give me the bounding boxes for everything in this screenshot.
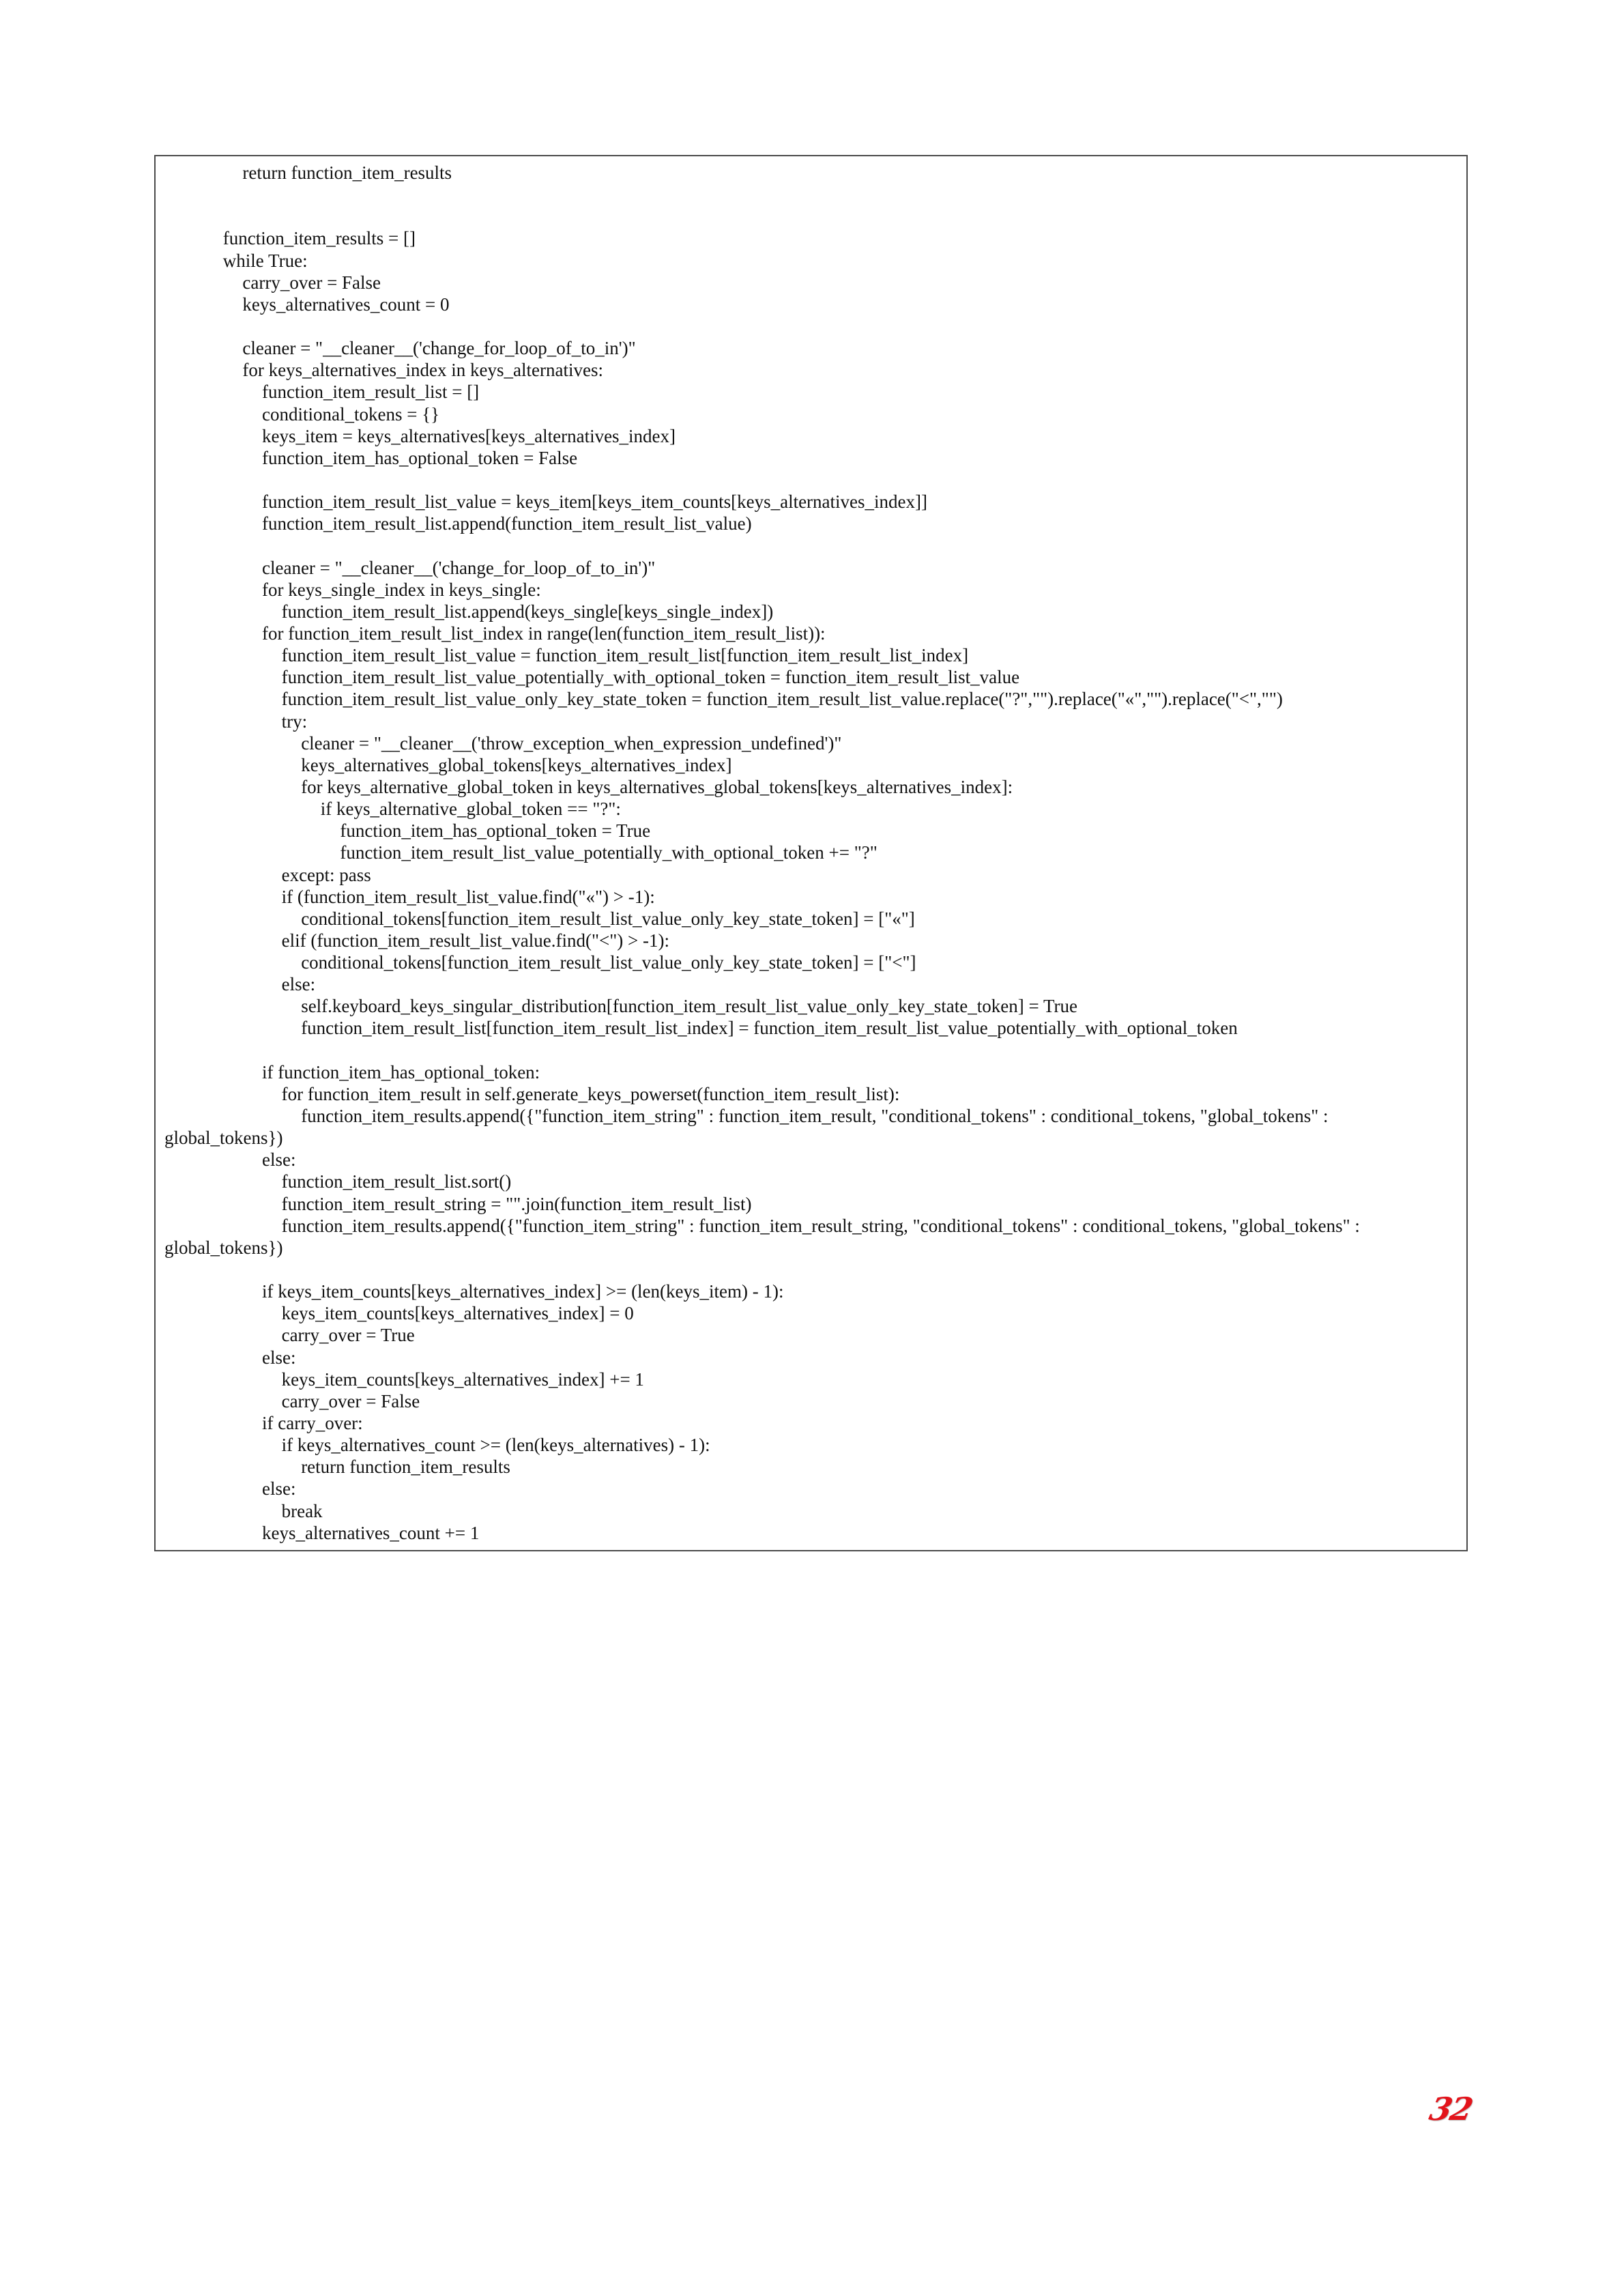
code-line: cleaner = "__cleaner__('change_for_loop_of_to_in')" [242,338,636,359]
code-line: keys_alternatives_count += 1 [262,1522,480,1543]
code-line: function_item_result_list_value = function_item_result_list[function_item_result_list_index] [281,645,969,666]
code-line: if keys_item_counts[keys_alternatives_index] >= (len(keys_item) - 1): [262,1281,784,1302]
code-line: for function_item_result_list_index in range(len(function_item_result_list)): [262,622,826,644]
code-line: function_item_results.append({"function_item_string" : function_item_result_string, "conditional_tokens" : conditional_tokens, "global_tokens" : [281,1215,1360,1236]
blank-code-line [164,184,1464,205]
code-line: global_tokens}) [164,1237,283,1258]
code-line: function_item_result_list_value_potentially_with_optional_token += "?" [340,842,878,863]
code-line: function_item_result_string = "".join(function_item_result_list) [281,1193,752,1214]
code-line: function_item_results = [] [222,228,416,249]
code-line: break [281,1500,323,1521]
code-line: function_item_result_list[function_item_result_list_index] = function_item_result_list_value_potentially_with_optional_token [301,1018,1238,1039]
blank-code-line [164,1039,1464,1061]
code-line: else: [262,1478,296,1499]
code-line: function_item_result_list.append(keys_single[keys_single_index]) [281,601,774,622]
code-line: if carry_over: [262,1413,363,1434]
code-line: keys_item = keys_alternatives[keys_alternatives_index] [262,425,676,446]
code-line: try: [281,711,308,732]
code-line: return function_item_results [301,1456,510,1478]
code-line: keys_item_counts[keys_alternatives_index] = 0 [281,1303,634,1324]
blank-code-line [164,534,1464,556]
code-line: global_tokens}) [164,1128,283,1149]
code-line: self.keyboard_keys_singular_distribution[function_item_result_list_value_only_key_state_token] = True [301,996,1077,1017]
code-line: function_item_result_list_value_only_key_state_token = function_item_result_list_value.replace("?","").replace("«","").replace("<","") [281,689,1283,710]
blank-code-line [164,205,1464,227]
code-line: function_item_result_list.append(function_item_result_list_value) [262,513,752,534]
code-line: function_item_has_optional_token = True [340,820,651,842]
code-line: carry_over = True [281,1325,415,1346]
code-line: return function_item_results [242,162,452,183]
code-line: if keys_alternative_global_token == "?": [320,799,621,820]
code-listing [164,162,1464,1544]
code-line: carry_over = False [281,1390,420,1411]
code-line: if keys_alternatives_count >= (len(keys_alternatives) - 1): [281,1435,710,1456]
code-line: function_item_result_list = [] [262,382,480,403]
code-line: carry_over = False [242,272,381,293]
code-line: keys_alternatives_count = 0 [242,293,450,315]
code-line: if (function_item_result_list_value.find("«") > -1): [281,886,655,907]
code-line: for function_item_result in self.generate_keys_powerset(function_item_result_list): [281,1083,900,1104]
code-line: for keys_alternatives_index in keys_alternatives: [242,360,603,381]
blank-code-line [164,1259,1464,1280]
code-line: function_item_result_list_value_potentially_with_optional_token = function_item_result_list_value [281,667,1020,688]
page-number: 32 [1426,2091,1475,2127]
blank-code-line [164,315,1464,337]
code-line: cleaner = "__cleaner__('throw_exception_when_expression_undefined')" [301,732,842,754]
code-line: for keys_alternative_global_token in keys_alternatives_global_tokens[keys_alternatives_index]: [301,776,1013,797]
code-line: conditional_tokens = {} [262,403,440,425]
code-line: else: [281,974,316,995]
code-line: function_item_results.append({"function_item_string" : function_item_result, "conditional_tokens" : conditional_tokens, "global_tokens" : [301,1106,1329,1127]
code-line: except: pass [281,864,371,885]
code-line: else: [262,1347,296,1368]
code-line: function_item_result_list_value = keys_item[keys_item_counts[keys_alternatives_index]] [262,491,927,513]
code-line: function_item_has_optional_token = False [262,447,578,468]
code-line: keys_alternatives_global_tokens[keys_alternatives_index] [301,754,732,775]
code-line: elif (function_item_result_list_value.find("<") > -1): [281,930,669,951]
code-line: function_item_result_list.sort() [281,1171,512,1192]
code-line: conditional_tokens[function_item_result_list_value_only_key_state_token] = ["<"] [301,952,916,973]
code-line: else: [262,1149,296,1171]
code-line: if function_item_has_optional_token: [262,1061,540,1082]
code-line: conditional_tokens[function_item_result_list_value_only_key_state_token] = ["«"] [301,908,915,929]
code-line: keys_item_counts[keys_alternatives_index] += 1 [281,1368,644,1390]
code-line: for keys_single_index in keys_single: [262,579,541,600]
code-line: cleaner = "__cleaner__('change_for_loop_of_to_in')" [262,557,656,578]
blank-code-line [164,469,1464,491]
code-line: while True: [222,250,308,271]
